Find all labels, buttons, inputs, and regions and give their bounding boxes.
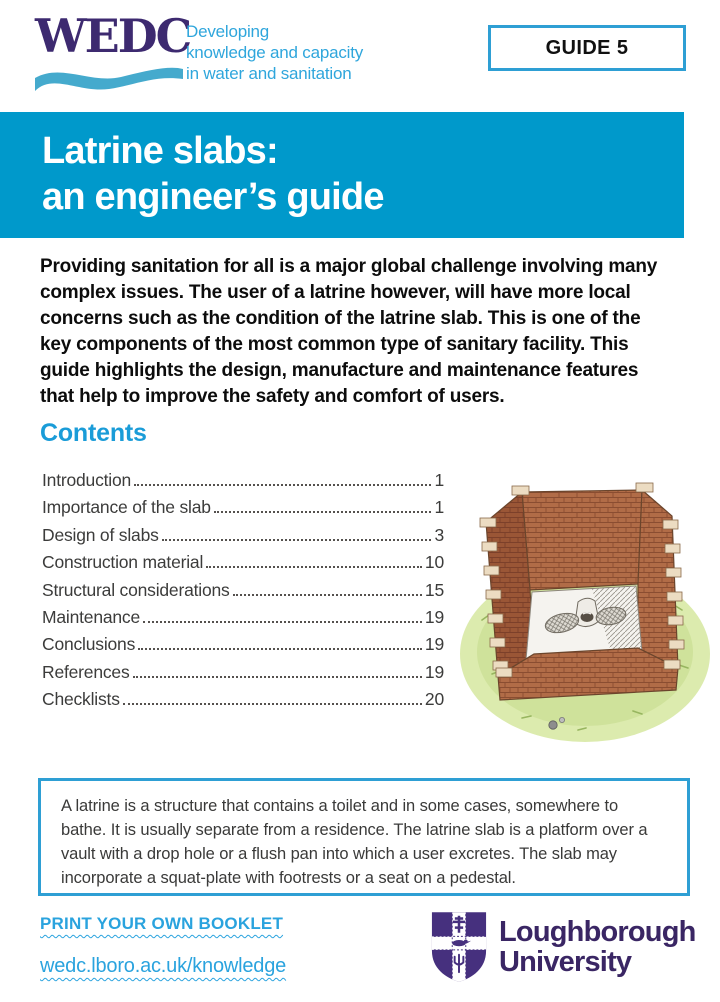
- toc-dot-leader: [162, 539, 432, 541]
- toc-entry-checklists[interactable]: [42, 689, 444, 716]
- table-of-contents: [42, 470, 444, 717]
- latrine-pit-illustration: [460, 462, 716, 746]
- toc-entry-design-of-slabs[interactable]: [42, 525, 444, 552]
- toc-label: Importance of the slab: [42, 497, 211, 518]
- toc-label: Structural considerations: [42, 579, 230, 600]
- definition-box: [38, 778, 690, 896]
- toc-entry-introduction[interactable]: [42, 470, 444, 497]
- toc-label: Maintenance: [42, 606, 141, 627]
- toc-dot-leader: [134, 484, 431, 486]
- wedc-knowledge-url-link[interactable]: wedc.lboro.ac.uk/knowledge: [40, 955, 287, 977]
- toc-page-number: 19: [424, 606, 444, 627]
- toc-label: Design of slabs: [42, 524, 159, 545]
- toc-page-number: 19: [424, 661, 444, 682]
- university-name-line1: Loughborough: [499, 916, 696, 948]
- toc-entry-conclusions[interactable]: [42, 634, 444, 661]
- toc-label: References: [42, 661, 130, 682]
- loughborough-shield-icon: [430, 910, 488, 984]
- toc-entry-maintenance[interactable]: [42, 607, 444, 634]
- loughborough-university-logo: [430, 910, 696, 984]
- toc-dot-leader: [143, 621, 422, 623]
- print-booklet-link[interactable]: PRINT YOUR OWN BOOKLET: [40, 914, 284, 933]
- toc-entry-structural-considerations[interactable]: [42, 580, 444, 607]
- toc-entry-references[interactable]: [42, 662, 444, 689]
- toc-dot-leader: [138, 648, 422, 650]
- page-title-line1: Latrine slabs:: [42, 130, 278, 172]
- tagline-line: in water and sanitation: [186, 64, 352, 83]
- toc-dot-leader: [133, 676, 422, 678]
- contents-heading: Contents: [40, 419, 147, 447]
- toc-page-number: 3: [434, 524, 444, 545]
- toc-label: Conclusions: [42, 634, 136, 655]
- title-banner: [0, 112, 684, 238]
- guide-badge-label: GUIDE 5: [545, 36, 629, 59]
- toc-page-number: 10: [424, 552, 444, 573]
- guide-number-badge: [488, 25, 686, 71]
- toc-page-number: 1: [434, 470, 444, 490]
- intro-paragraph: Providing sanitation for all is a major global challenge involving many complex issues. The user of a latrine however, will have more local concerns such as the condition of the latrine slab. This is one of the key components of the most common type of sanitary facility. This guide highlights the design, manufacture and maintenance features that help to improve the safety and comfort of users.: [40, 256, 658, 407]
- wedc-tagline: [186, 21, 363, 84]
- wedc-swoosh-icon: [33, 60, 185, 96]
- toc-page-number: 19: [424, 634, 444, 655]
- toc-page-number: 1: [434, 497, 444, 518]
- toc-page-number: 20: [424, 689, 444, 710]
- toc-label: Checklists: [42, 689, 120, 710]
- tagline-line: knowledge and capacity: [186, 43, 364, 62]
- toc-dot-leader: [214, 511, 432, 513]
- wedc-logo: [35, 9, 191, 63]
- toc-entry-construction-material[interactable]: [42, 552, 444, 579]
- page-title-line2: an engineer’s guide: [42, 176, 384, 218]
- loughborough-logotype: [499, 917, 696, 977]
- toc-label: Construction material: [42, 552, 204, 573]
- toc-entry-importance-of-the-slab[interactable]: [42, 497, 444, 524]
- page-title: [0, 112, 684, 220]
- toc-dot-leader: [123, 703, 422, 705]
- toc-dot-leader: [233, 594, 422, 596]
- toc-page-number: 15: [424, 579, 444, 600]
- toc-label: Introduction: [42, 470, 132, 490]
- wedc-logo-text: WEDC: [35, 9, 191, 63]
- definition-text: A latrine is a structure that contains a toilet and in some cases, somewhere to bathe. It is usually separate from a residence. The latrine slab is a platform over a vault with a drop hole or a flush pan into which a user excretes. The slab may incorporate a squat-plate with footrests or a seat on a pedestal.: [61, 797, 648, 887]
- university-name-line2: University: [499, 946, 632, 978]
- tagline-line: Developing: [186, 22, 270, 41]
- toc-dot-leader: [206, 566, 422, 568]
